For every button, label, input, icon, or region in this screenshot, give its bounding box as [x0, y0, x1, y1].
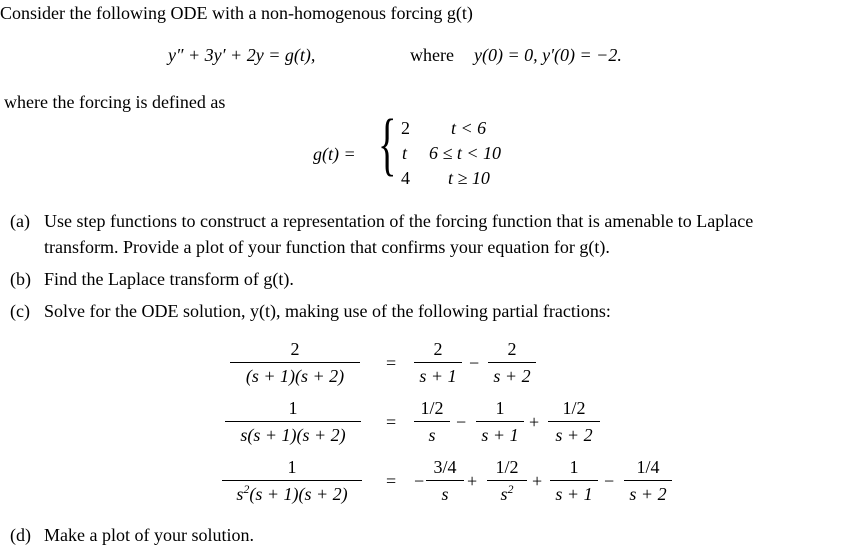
fraction-bar [550, 480, 598, 481]
numerator: 3/4 [433, 457, 457, 477]
numerator: 2 [433, 339, 443, 359]
exponent: 2 [243, 482, 250, 496]
part-text: Find the Laplace transform of g(t). [44, 269, 294, 289]
denominator: s + 2 [493, 366, 531, 386]
numerator: 1/2 [562, 398, 586, 418]
piecewise-lhs: g(t) = [313, 144, 356, 164]
fraction-bar [426, 480, 464, 481]
part-text: transform. Provide a plot of your function that confirms your equation for g(t). [44, 237, 610, 257]
fraction [548, 399, 600, 444]
numerator: 1/2 [420, 398, 444, 418]
fraction [488, 340, 536, 385]
operator: + [467, 471, 478, 491]
exponent: 2 [507, 482, 514, 496]
case-condition: 6 ≤ t < 10 [429, 143, 502, 163]
fraction [230, 340, 360, 385]
denominator: s + 2 [629, 484, 667, 504]
numerator: 1 [569, 457, 579, 477]
fraction-bar [225, 421, 361, 422]
denominator-base: s [236, 484, 244, 504]
denominator: s [428, 425, 436, 445]
forcing-intro: where the forcing is defined as [4, 92, 226, 112]
fraction [487, 458, 527, 503]
equals-sign: = [386, 412, 397, 432]
part-label: (b) [10, 269, 31, 289]
denominator: s + 2 [555, 425, 593, 445]
intro-text: Consider the following ODE with a non-homogenous forcing g(t) [0, 3, 473, 23]
denominator: s(s + 1)(s + 2) [240, 425, 346, 445]
denominator-base: s [500, 484, 508, 504]
part-text: Solve for the ODE solution, y(t), making use of the following partial fractions: [44, 301, 611, 321]
case-value: 2 [401, 118, 410, 138]
part-label: (c) [10, 301, 30, 321]
fraction-bar [548, 421, 600, 422]
part-label: (d) [10, 525, 31, 545]
operator: − [414, 471, 425, 491]
numerator: 2 [507, 339, 517, 359]
numerator: 1 [287, 457, 297, 477]
denominator [222, 482, 362, 504]
numerator: 2 [290, 339, 300, 359]
fraction-bar [488, 362, 536, 363]
case-condition: t ≥ 10 [448, 168, 490, 188]
fraction-bar [487, 480, 527, 481]
denominator-rest: (s + 1)(s + 2) [249, 484, 348, 504]
denominator: s + 1 [555, 484, 593, 504]
denominator: s + 1 [481, 425, 519, 445]
fraction [550, 458, 598, 503]
brace-symbol: { [378, 106, 397, 183]
fraction-bar [222, 480, 362, 481]
equals-sign: = [386, 471, 397, 491]
fraction-bar [624, 480, 672, 481]
operator: − [456, 412, 467, 432]
part-text: Use step functions to construct a representation of the forcing function that is amenable to Laplace [44, 211, 754, 231]
equals-sign: = [386, 353, 397, 373]
fraction [414, 340, 462, 385]
fraction [476, 399, 524, 444]
fraction-bar [476, 421, 524, 422]
case-condition: t < 6 [451, 118, 487, 138]
part-label: (a) [10, 211, 30, 231]
fraction-bar [414, 421, 450, 422]
case-value: t [402, 143, 408, 163]
operator: + [529, 412, 540, 432]
fraction [414, 399, 450, 444]
ode-where: where [410, 45, 454, 65]
numerator: 1 [495, 398, 505, 418]
fraction [624, 458, 672, 503]
numerator: 1/2 [495, 457, 519, 477]
fraction [222, 458, 362, 503]
fraction [225, 399, 361, 444]
operator: + [532, 471, 543, 491]
operator: − [469, 353, 480, 373]
ode-equation: y″ + 3y′ + 2y = g(t), [168, 45, 316, 65]
ode-initial-conditions: y(0) = 0, y′(0) = −2. [474, 45, 622, 65]
denominator: s [441, 484, 449, 504]
denominator: s + 1 [419, 366, 457, 386]
denominator: (s + 1)(s + 2) [245, 366, 345, 386]
fraction-bar [414, 362, 462, 363]
operator: − [604, 471, 615, 491]
numerator: 1 [288, 398, 298, 418]
fraction-bar [230, 362, 360, 363]
case-value: 4 [401, 168, 410, 188]
denominator [487, 482, 527, 504]
numerator: 1/4 [636, 457, 660, 477]
fraction [426, 458, 464, 503]
part-text: Make a plot of your solution. [44, 525, 254, 545]
